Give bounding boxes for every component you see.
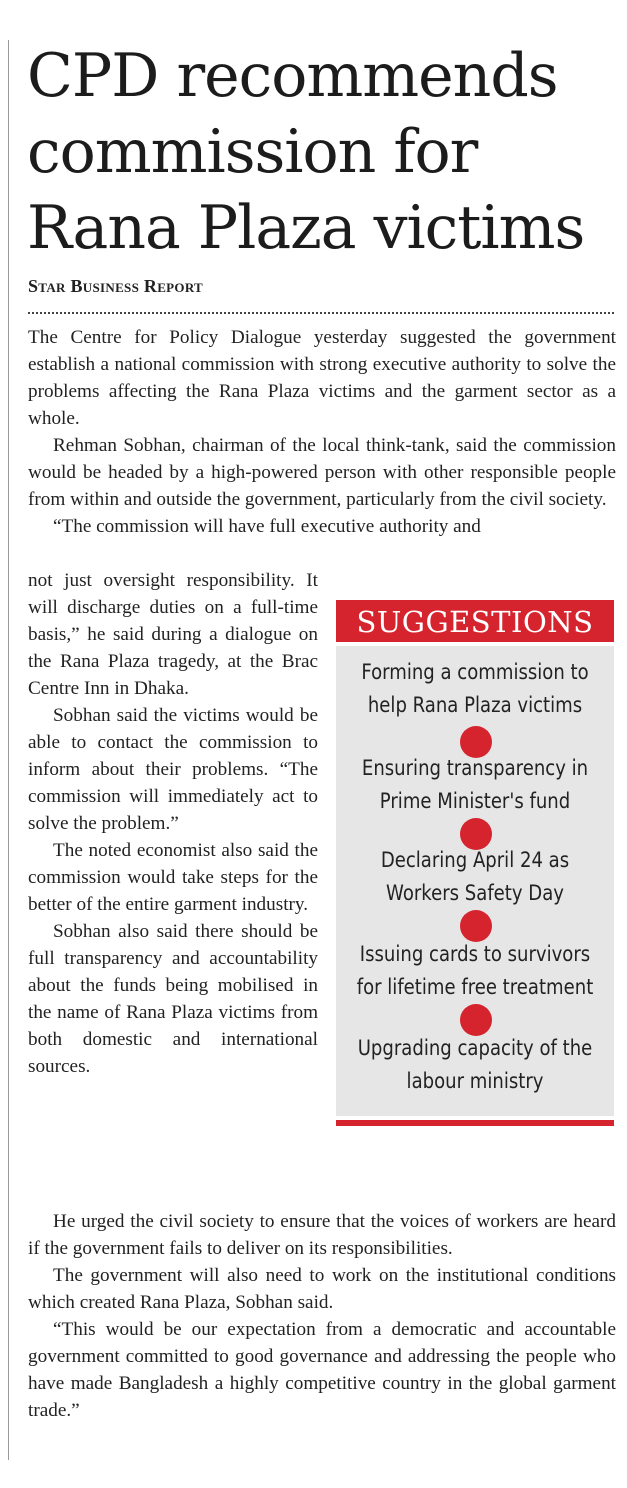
paragraph: Sobhan also said there should be full transparency and accountability about the funds being mobilised in the name of Rana Plaza victims from both domestic and international sources. xyxy=(28,921,318,1077)
headline-line: CPD recommends xyxy=(27,41,558,111)
paragraph: “This would be our expectation from a democratic and accountable government committed to good governance and addressing the people who have made Bangladesh a highly competitive country in the global garment trade.” xyxy=(28,1319,616,1421)
paragraph: He urged the civil society to ensure that the voices of workers are heard if the government fails to deliver on its responsibilities. xyxy=(28,1211,616,1259)
suggestion-item: Declaring April 24 as Workers Safety Day xyxy=(380,848,570,905)
headline-line: commission for xyxy=(27,117,478,187)
narrow-column xyxy=(28,567,318,1080)
paragraph: Sobhan said the victims would be able to contact the commission to inform about their problems. “The commission will immediately act to solve the problem.” xyxy=(28,705,318,834)
paragraph: not just oversight responsibility. It will discharge duties on a full-time basis,” he said during a dialogue on the Rana Plaza tragedy, at the Brac Centre Inn in Dhaka. xyxy=(28,570,318,699)
headline xyxy=(27,38,627,266)
suggestion-item: Issuing cards to survivors for lifetime free treatment xyxy=(356,942,594,999)
sidebar-bottom-rule xyxy=(336,1120,614,1126)
sidebar-title: SUGGESTIONS xyxy=(336,600,614,642)
intro-text xyxy=(28,324,616,540)
dotted-divider xyxy=(28,312,614,314)
byline: Star Business Report xyxy=(28,276,204,296)
suggestion-item: Upgrading capacity of the labour ministry xyxy=(357,1036,593,1093)
suggestions-sidebar xyxy=(336,600,614,1128)
paragraph: The Centre for Policy Dialogue yesterday suggested the government establish a national commission with strong executive authority to solve the problems affecting the Rana Plaza victims and the garment sector as a whole. xyxy=(28,327,616,429)
sidebar-box xyxy=(336,646,614,1116)
suggestion-item: Forming a commission to help Rana Plaza victims xyxy=(361,660,589,717)
headline-line: Rana Plaza victims xyxy=(27,193,585,263)
paragraph: Rehman Sobhan, chairman of the local think-tank, said the commission would be headed by a high-powered person with other responsible people from within and outside the government, particularly from the civil society. xyxy=(28,435,616,510)
column-rule xyxy=(8,40,9,1460)
paragraph: The noted economist also said the commission would take steps for the better of the entire garment industry. xyxy=(28,840,318,915)
suggestion-item: Ensuring transparency in Prime Minister's fund xyxy=(361,756,589,813)
paragraph: The government will also need to work on the institutional conditions which created Rana Plaza, Sobhan said. xyxy=(28,1265,616,1313)
closing-text xyxy=(28,1208,616,1424)
paragraph: “The commission will have full executive authority and xyxy=(53,516,481,537)
